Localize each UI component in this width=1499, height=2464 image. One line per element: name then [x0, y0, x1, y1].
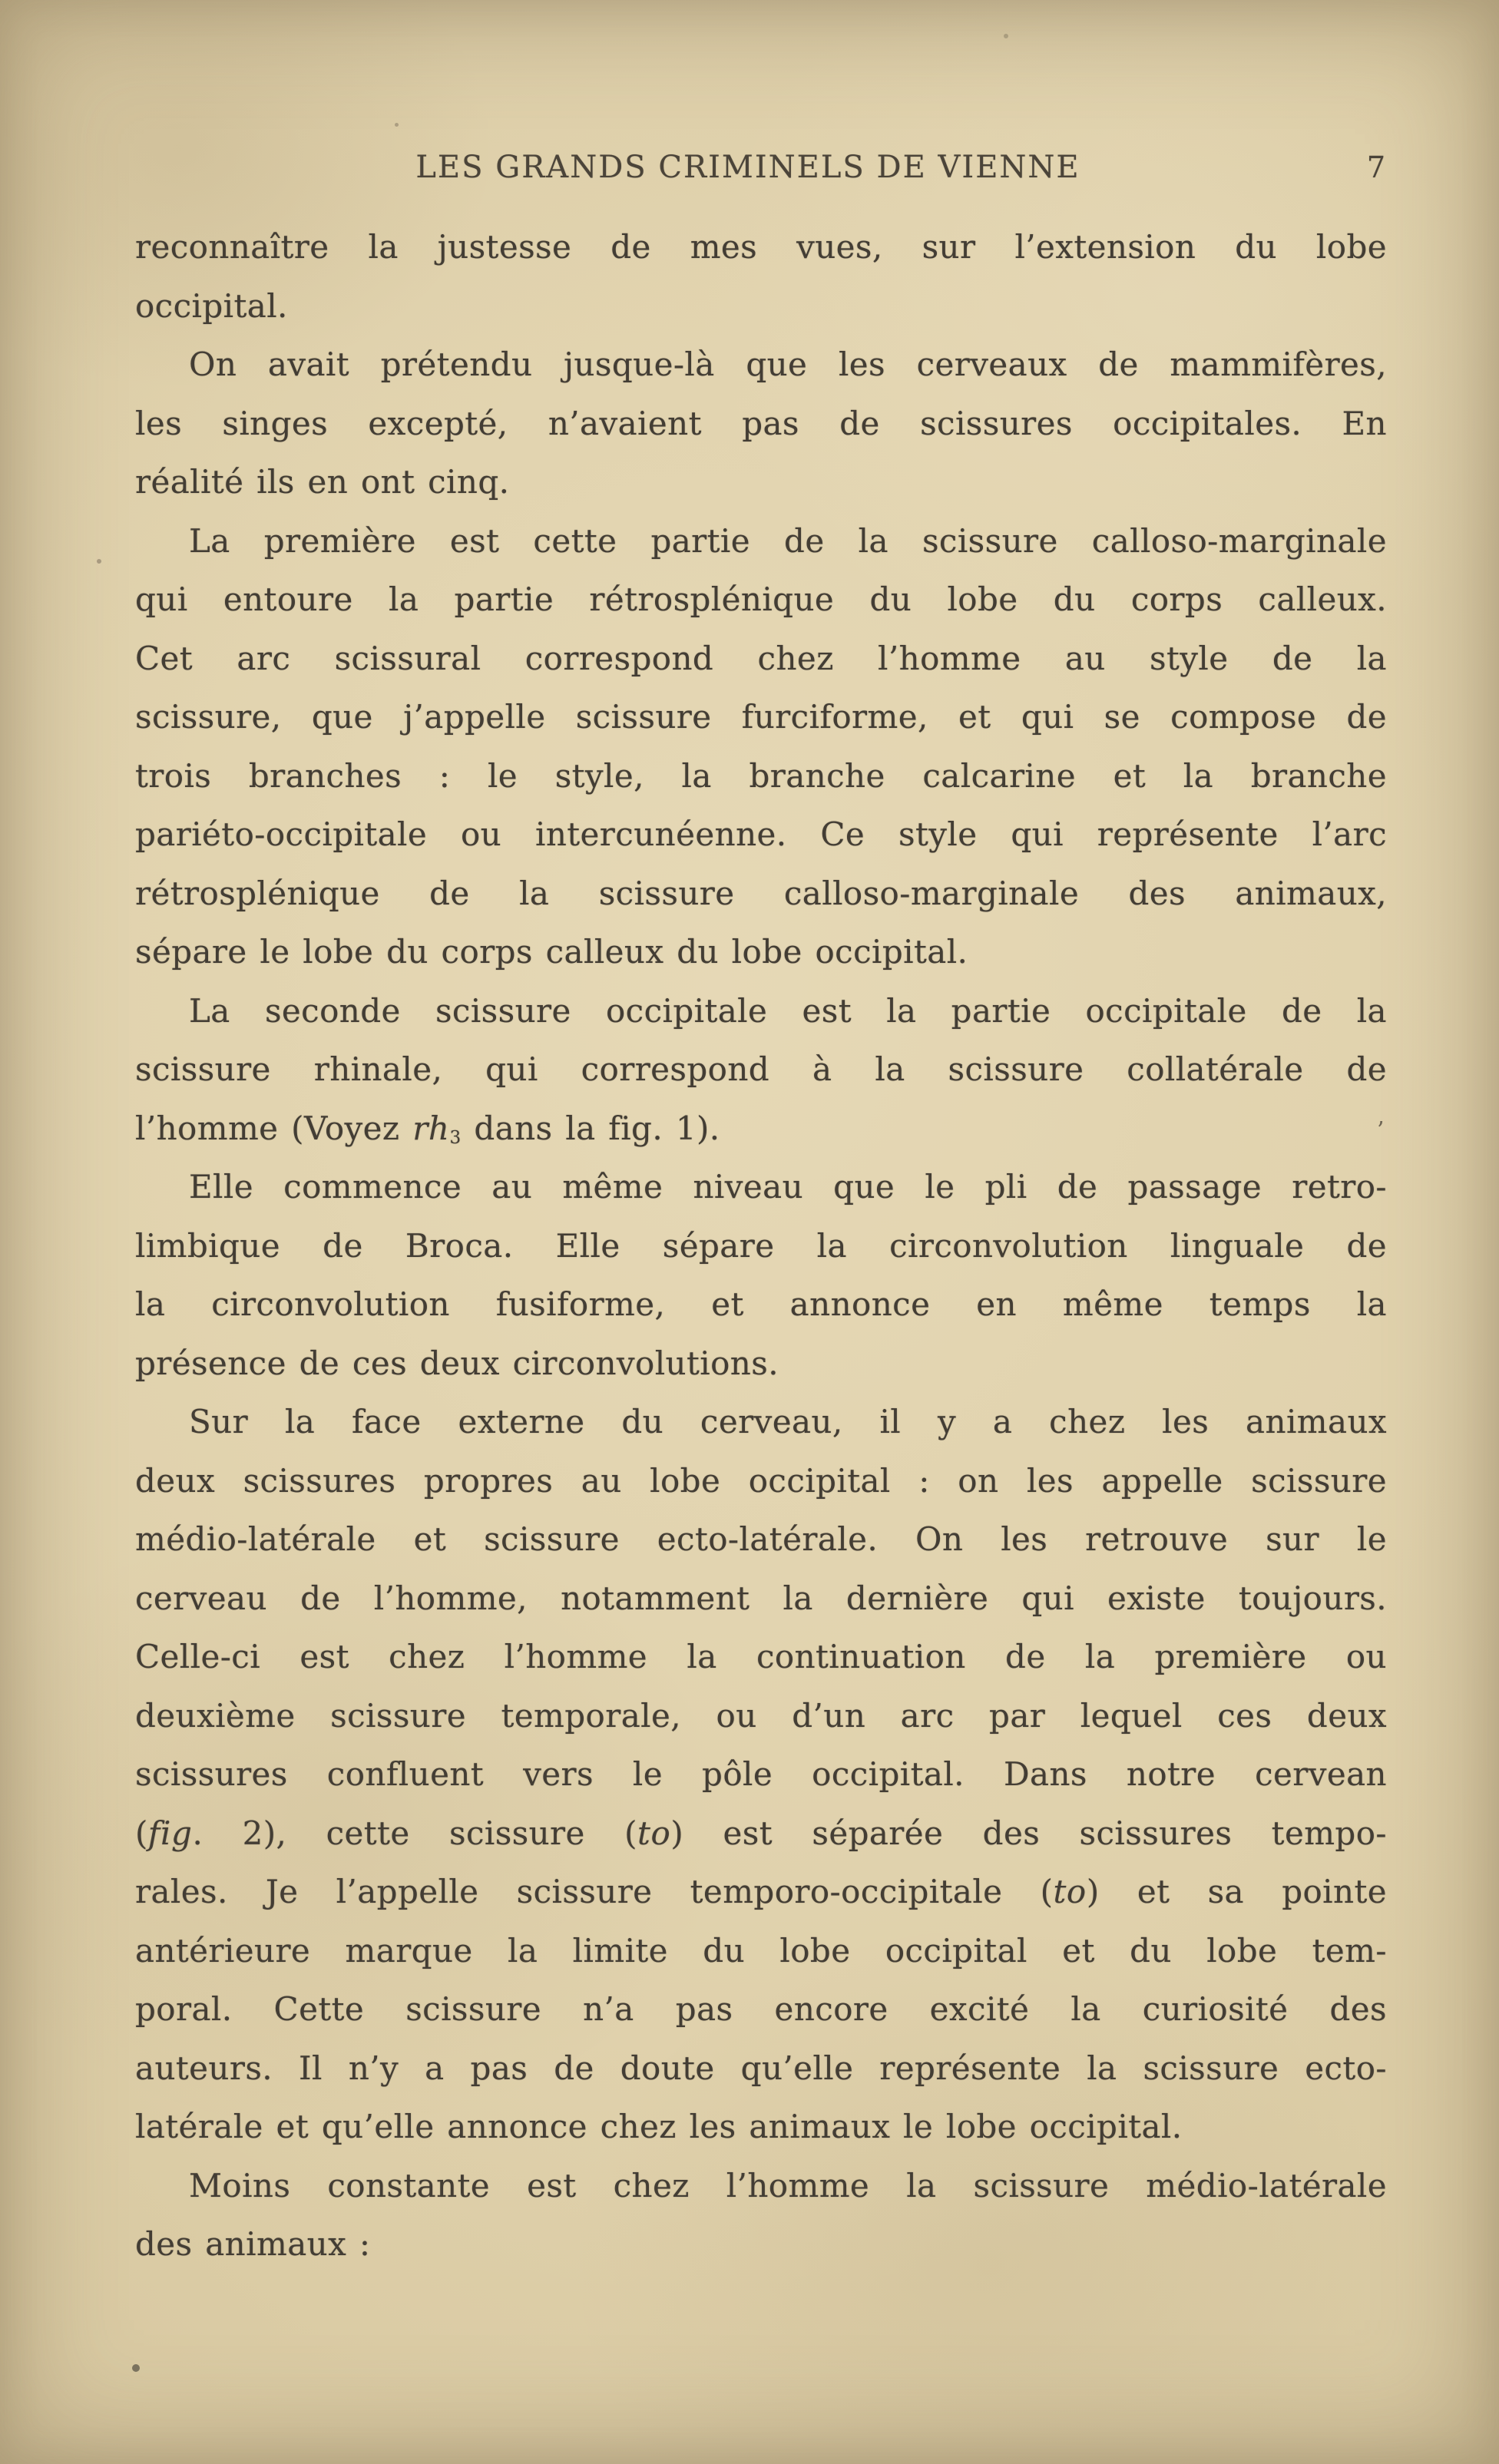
text-line: rétrosplénique de la scissure calloso-marginale des animaux, — [135, 874, 1387, 912]
text-line: rales. Je l’appelle scissure temporo-occipitale (to) et sa pointe — [135, 1873, 1387, 1910]
text-line: des animaux : — [135, 2225, 371, 2263]
stray-apostrophe-mark: ’ — [1377, 1117, 1385, 1144]
text-line: pariéto-occipitale ou intercunéenne. Ce style qui représente l’arc — [135, 815, 1387, 853]
text-line: Cet arc scissural correspond chez l’homme au style de la — [135, 639, 1387, 677]
ink-speck — [395, 123, 399, 127]
running-head — [135, 147, 1387, 187]
text-line: antérieure marque la limite du lobe occipital et du lobe tem- — [135, 1931, 1387, 1970]
text-line: limbique de Broca. Elle sépare la circonvolution linguale de — [135, 1226, 1387, 1265]
text-line: scissure, que j’appelle scissure furciforme, et qui se compose de — [135, 698, 1387, 736]
text-line: latérale et qu’elle annonce chez les animaux le lobe occipital. — [135, 2108, 1183, 2145]
ink-speck — [97, 559, 101, 564]
text-line: scissures confluent vers le pôle occipital. Dans notre cervean — [135, 1755, 1387, 1793]
text-line: cerveau de l’homme, notamment la dernière qui existe toujours. — [135, 1579, 1387, 1617]
text-line: deuxième scissure temporale, ou d’un arc par lequel ces deux — [135, 1696, 1387, 1735]
text-line: réalité ils en ont cinq. — [135, 463, 510, 501]
text-line: (fig. 2), cette scissure (to) est séparée des scissures tempo- — [135, 1814, 1387, 1852]
text-line: auteurs. Il n’y a pas de doute qu’elle représente la scissure ecto- — [135, 2049, 1387, 2087]
text-line: l’homme (Voyez $rh_3$ dans la fig. 1). — [135, 1109, 720, 1148]
text-line: la circonvolution fusiforme, et annonce en même temps la — [135, 1285, 1387, 1323]
running-head-title: LES GRANDS CRIMINELS DE VIENNE — [415, 150, 1080, 185]
text-line: deux scissures propres au lobe occipital : on les appelle scissure — [135, 1461, 1387, 1500]
text-line: médio-latérale et scissure ecto-latérale. On les retrouve sur le — [135, 1520, 1387, 1558]
text-line: Elle commence au même niveau que le pli de passage retro- — [189, 1168, 1387, 1206]
text-line: trois branches : le style, la branche calcarine et la branche — [135, 756, 1387, 795]
text-line: présence de ces deux circonvolutions. — [135, 1344, 779, 1382]
text-line: reconnaître la justesse de mes vues, sur l’extension du lobe — [135, 228, 1387, 266]
ink-speck — [132, 2364, 140, 2372]
page-number: 7 — [1366, 150, 1385, 184]
text-line: La première est cette partie de la scissure calloso-marginale — [189, 521, 1387, 560]
text-line: Sur la face externe du cerveau, il y a chez les animaux — [189, 1403, 1387, 1440]
text-line: poral. Cette scissure n’a pas encore excité la curiosité des — [135, 1990, 1387, 2028]
text-line: qui entoure la partie rétrosplénique du lobe du corps calleux. — [135, 580, 1387, 618]
text-line: les singes excepté, n’avaient pas de scissures occipitales. En — [135, 404, 1387, 442]
text-line: On avait prétendu jusque-là que les cerveaux de mammifères, — [189, 346, 1387, 383]
text-block — [135, 218, 1387, 2274]
text-line: occipital. — [135, 286, 288, 325]
text-line: La seconde scissure occipitale est la partie occipitale de la — [189, 991, 1387, 1030]
text-line: sépare le lobe du corps calleux du lobe occipital. — [135, 933, 968, 971]
text-line: Celle-ci est chez l’homme la continuation de la première ou — [135, 1638, 1387, 1675]
text-line: Moins constante est chez l’homme la scissure médio-latérale — [189, 2166, 1387, 2204]
text-line: scissure rhinale, qui correspond à la scissure collatérale de — [135, 1050, 1387, 1088]
ink-speck — [1004, 34, 1008, 38]
